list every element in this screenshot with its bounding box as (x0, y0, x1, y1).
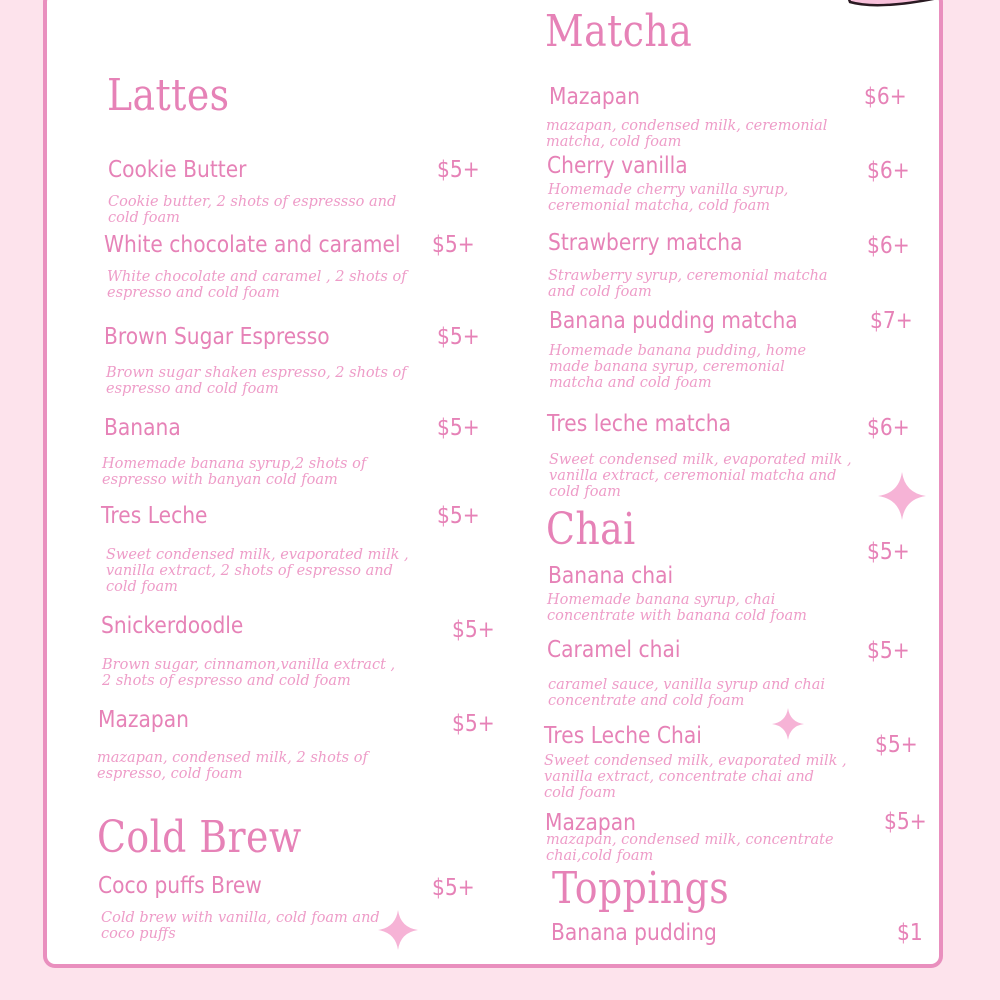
item-price: $5+ (437, 415, 480, 441)
item-description: Brown sugar, cinnamon,vanilla extract , 2 shots of espresso and cold foam (102, 657, 396, 689)
item-price: $5+ (452, 617, 495, 643)
item-description: Cookie butter, 2 shots of espressso and cold foam (108, 194, 397, 226)
item-name: Mazapan (549, 84, 640, 110)
item-name: White chocolate and caramel (104, 232, 401, 258)
section-title-toppings: Toppings (552, 863, 730, 914)
item-name: Caramel chai (547, 637, 681, 663)
item-name: Banana pudding matcha (549, 308, 798, 334)
item-description: mazapan, condensed milk, 2 shots of espresso, cold foam (97, 750, 368, 782)
item-name: Cookie Butter (108, 157, 247, 183)
item-name: Brown Sugar Espresso (104, 324, 330, 350)
item-description: Sweet condensed milk, evaporated milk , vanilla extract, ceremonial matcha and cold foam (549, 452, 852, 500)
item-price: $5+ (867, 638, 910, 664)
item-price: $5+ (437, 503, 480, 529)
item-price: $6+ (864, 84, 907, 110)
item-price: $7+ (870, 308, 913, 334)
item-price: $5+ (875, 732, 918, 758)
item-price: $5+ (437, 157, 480, 183)
item-description: Sweet condensed milk, evaporated milk , vanilla extract, concentrate chai and cold foam (544, 753, 847, 801)
section-title-matcha: Matcha (545, 6, 693, 57)
item-name: Coco puffs Brew (98, 873, 262, 899)
item-name: Strawberry matcha (548, 230, 743, 256)
item-description: mazapan, condensed milk, ceremonial matcha, cold foam (546, 118, 828, 150)
item-name: Banana pudding (551, 920, 717, 946)
item-description: Brown sugar shaken espresso, 2 shots of espresso and cold foam (106, 365, 407, 397)
item-price: $5+ (884, 809, 927, 835)
item-price: $5+ (432, 232, 475, 258)
item-description: mazapan, condensed milk, concentrate chai,cold foam (546, 832, 834, 864)
sparkle-icon (772, 708, 804, 740)
item-price: $5+ (437, 324, 480, 350)
item-name: Tres Leche Chai (544, 723, 702, 749)
item-name: Tres leche matcha (547, 411, 732, 437)
sparkle-icon (878, 472, 926, 520)
section-title-cold-brew: Cold Brew (97, 812, 302, 863)
item-name: Banana (104, 415, 181, 441)
item-name: Cherry vanilla (547, 153, 688, 179)
item-description: Homemade banana syrup,2 shots of espresso with banyan cold foam (102, 456, 367, 488)
item-description: Sweet condensed milk, evaporated milk , vanilla extract, 2 shots of espresso and cold foam (106, 547, 409, 595)
item-name: Tres Leche (101, 503, 208, 529)
item-description: Homemade banana pudding, home made banana syrup, ceremonial matcha and cold foam (549, 343, 807, 391)
item-description: White chocolate and caramel , 2 shots of espresso and cold foam (107, 269, 407, 301)
item-description: Homemade banana syrup, chai concentrate with banana cold foam (547, 592, 807, 624)
section-title-lattes: Lattes (107, 70, 230, 121)
item-name: Snickerdoodle (101, 613, 244, 639)
item-price: $5+ (452, 711, 495, 737)
item-price: $5+ (432, 875, 475, 901)
item-description: caramel sauce, vanilla syrup and chai concentrate and cold foam (548, 677, 826, 709)
item-price: $6+ (867, 415, 910, 441)
item-name: Mazapan (545, 810, 636, 836)
item-price: $5+ (867, 539, 910, 565)
section-title-chai: Chai (546, 504, 636, 555)
item-price: $6+ (867, 233, 910, 259)
item-price: $1 (897, 920, 923, 946)
item-name: Mazapan (98, 707, 189, 733)
item-description: Strawberry syrup, ceremonial matcha and cold foam (548, 268, 828, 300)
item-description: Cold brew with vanilla, cold foam and coco puffs (101, 910, 380, 942)
cup-icon (838, 0, 948, 30)
item-description: Homemade cherry vanilla syrup, ceremonial matcha, cold foam (548, 182, 789, 214)
item-name: Banana chai (548, 563, 674, 589)
item-price: $6+ (867, 158, 910, 184)
sparkle-icon (378, 910, 418, 950)
